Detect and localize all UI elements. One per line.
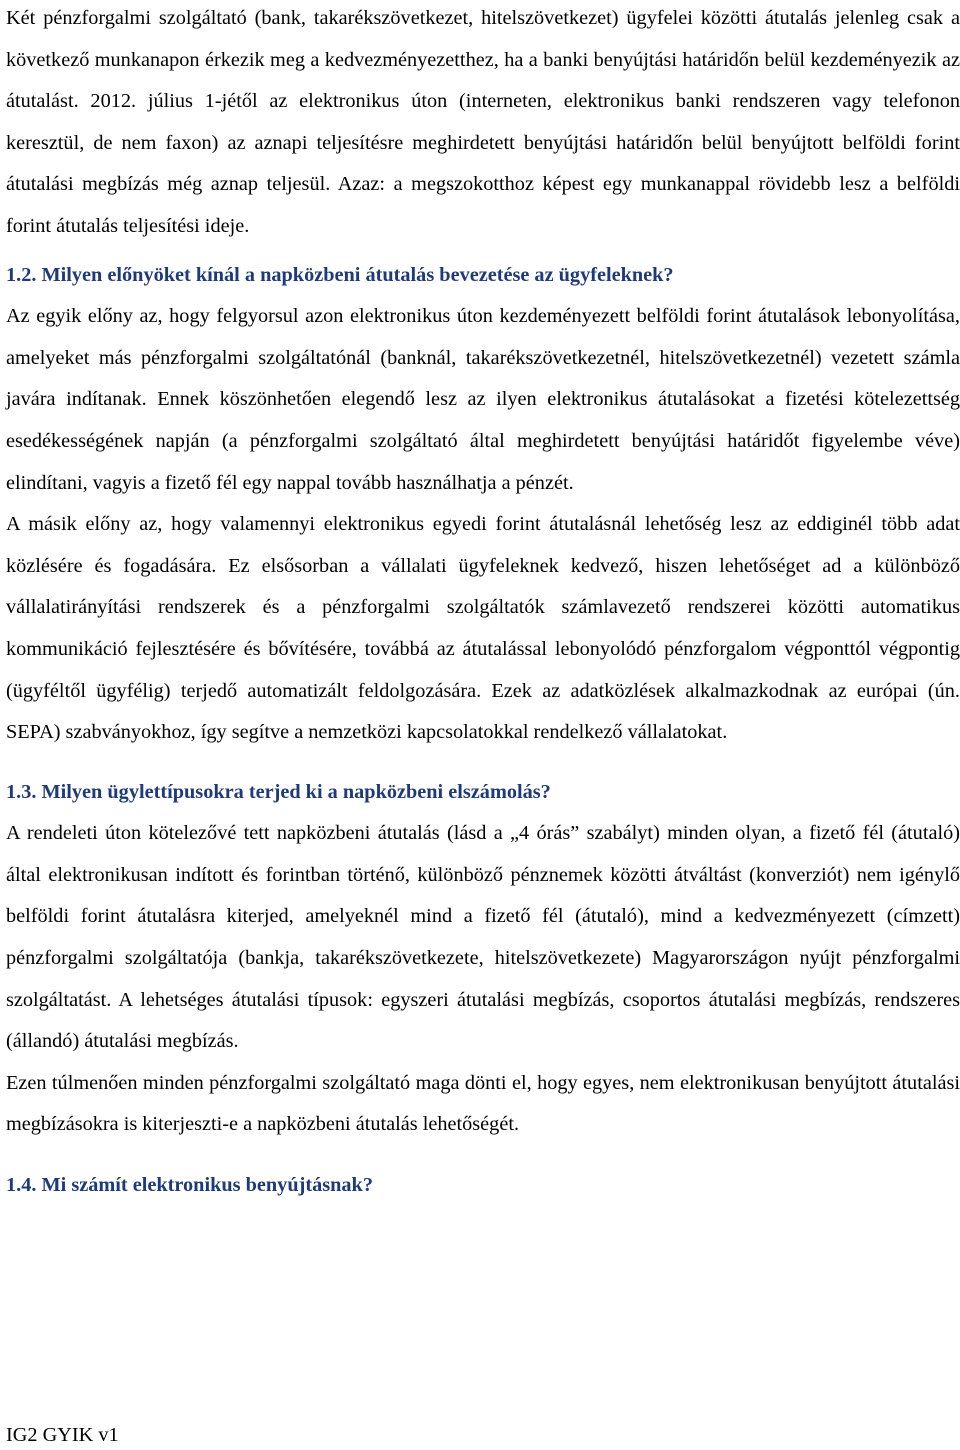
section-1-4-heading: 1.4. Mi számít elektronikus benyújtásnak? bbox=[6, 1174, 373, 1197]
section-1-3-paragraph-2: Ezen túlmenően minden pénzforgalmi szolgáltató maga dönti el, hogy egyes, nem elektronikusan benyújtott átutalási megbízásokra is kiterjeszti-e a napközbeni átutalás lehetőségét. bbox=[6, 1071, 960, 1136]
page-footer: IG2 GYIK v1 bbox=[6, 1424, 119, 1446]
section-1-2-heading: 1.2. Milyen előnyöket kínál a napközbeni átutalás bevezetése az ügyfeleknek? bbox=[6, 263, 674, 286]
section-1-3-paragraph-1: A rendeleti úton kötelezővé tett napközbeni átutalás (lásd a „4 órás” szabályt) minden olyan, a fizető fél (átutaló) által elektronikusan indított és forintban történő, különböző pénznemek közötti átváltást (konverziót) nem igénylő belföldi forint átutalásra kiterjed, amelyeknél mind a fizető fél (átutaló), mind a kedvezményezett (címzett) pénzforgalmi szolgáltatója (bankja, takarékszövetkezete, hitelszövetkezete) Magyarországon nyújt pénzforgalmi szolgáltatást. A lehetséges átutalási típusok: egyszeri átutalási megbízás, csoportos átutalási megbízás, rendszeres (állandó) átutalási megbízás. bbox=[6, 822, 960, 1053]
intro-paragraph: Két pénzforgalmi szolgáltató (bank, takarékszövetkezet, hitelszövetkezet) ügyfelei közötti átutalás jelenleg csak a következő munkanapon érkezik meg a kedvezményezetthez, ha a banki benyújtási határidőn belül kezdeményezik az átutalást. 2012. július 1-jétől az elektronikus úton (interneten, elektronikus banki rendszeren vagy telefonon keresztül, de nem faxon) az aznapi teljesítésre meghirdetett benyújtási határidőn belül benyújtott belföldi forint átutalási megbízás még aznap teljesül. Azaz: a megszokotthoz képest egy munkanappal rövidebb lesz a belföldi forint átutalás teljesítési ideje. bbox=[6, 7, 960, 237]
section-1-3-heading: 1.3. Milyen ügylettípusokra terjed ki a napközbeni elszámolás? bbox=[6, 780, 551, 803]
section-1-2-paragraph-1: Az egyik előny az, hogy felgyorsul azon elektronikus úton kezdeményezett belföldi forint átutalások lebonyolítása, amelyeket más pénzforgalmi szolgáltatónál (banknál, takarékszövetkezetnél, hitelszövetkezetnél) vezetett számla javára indítanak. Ennek köszönhetően elegendő lesz az ilyen elektronikus átutalásokat a fizetési kötelezettség esedékességének napján (a pénzforgalmi szolgáltató által meghirdetett benyújtási határidőt figyelembe véve) elindítani, vagyis a fizető fél egy nappal tovább használhatja a pénzét. bbox=[6, 305, 960, 494]
section-1-2-paragraph-2: A másik előny az, hogy valamennyi elektronikus egyedi forint átutalásnál lehetőség lesz az eddiginél több adat közlésére és fogadására. Ez elsősorban a vállalati ügyfeleknek kedvező, hiszen lehetőséget ad a különböző vállalatirányítási rendszerek és a pénzforgalmi szolgáltatók számlavezető rendszerei közötti automatikus kommunikáció fejlesztésére és bővítésére, továbbá az átutalással lebonyolódó pénzforgalom végponttól végpontig (ügyféltől ügyfélig) terjedő automatizált feldolgozására. Ezek az adatközlések alkalmazkodnak az európai (ún. SEPA) szabványokhoz, így segítve a nemzetközi kapcsolatokkal rendelkező vállalatokat. bbox=[6, 513, 960, 744]
document-page bbox=[6, 0, 960, 1207]
